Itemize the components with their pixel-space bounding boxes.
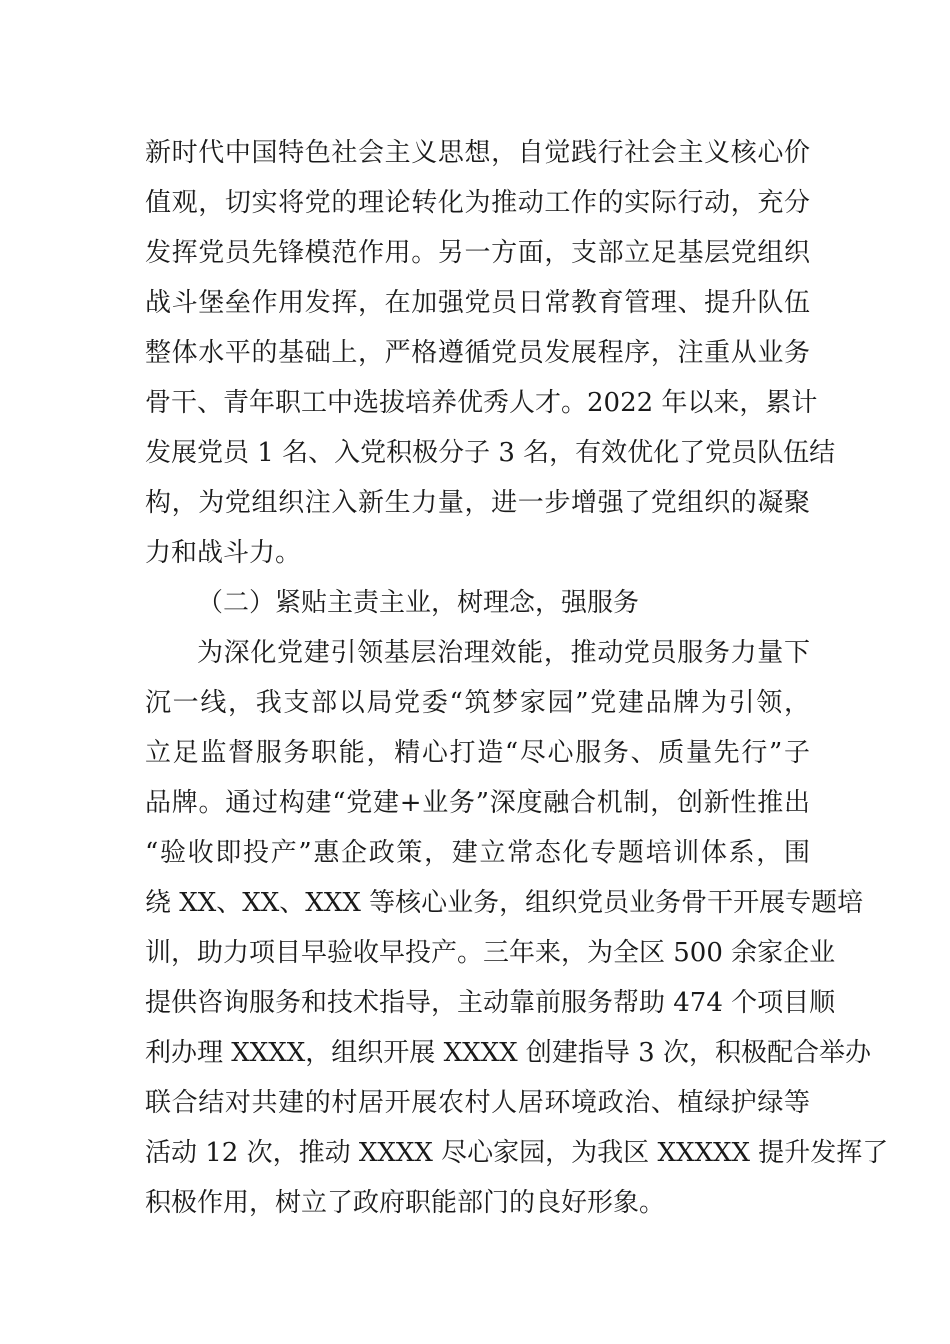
paragraph-2-line-9: 利办理 XXXX，组织开展 XXXX 创建指导 3 次，积极配合举办 — [145, 1038, 871, 1068]
paragraph-2-line-10: 联合结对共建的村居开展农村人居环境政治、植绿护绿等 — [145, 1088, 810, 1118]
paragraph-1-line-8: 构，为党组织注入新生力量，进一步增强了党组织的凝聚 — [145, 488, 810, 518]
paragraph-2-line-1: 为深化党建引领基层治理效能，推动党员服务力量下 — [197, 638, 810, 668]
paragraph-1-line-5: 整体水平的基础上，严格遵循党员发展程序，注重从业务 — [145, 338, 810, 368]
paragraph-2-line-2: 沉一线，我支部以局党委“筑梦家园”党建品牌为引领， — [145, 688, 810, 718]
paragraph-2-line-5: “验收即投产”惠企政策，建立常态化专题培训体系，围 — [145, 838, 810, 868]
paragraph-1-line-1: 新时代中国特色社会主义思想，自觉践行社会主义核心价 — [145, 138, 810, 168]
paragraph-2-line-3: 立足监督服务职能，精心打造“尽心服务、质量先行”子 — [145, 738, 810, 768]
paragraph-2-line-4: 品牌。通过构建“党建+业务”深度融合机制，创新性推出 — [145, 788, 810, 818]
paragraph-2-line-12: 积极作用，树立了政府职能部门的良好形象。 — [145, 1188, 666, 1218]
paragraph-2-line-8: 提供咨询服务和技术指导，主动靠前服务帮助 474 个项目顺 — [145, 988, 836, 1018]
paragraph-1-line-3: 发挥党员先锋模范作用。另一方面，支部立足基层党组织 — [145, 238, 810, 268]
paragraph-1-line-9: 力和战斗力。 — [145, 538, 302, 568]
paragraph-1-line-7: 发展党员 1 名、入党积极分子 3 名，有效优化了党员队伍结 — [145, 438, 836, 468]
paragraph-2-line-7: 训，助力项目早验收早投产。三年来，为全区 500 余家企业 — [145, 938, 836, 968]
paragraph-1-line-4: 战斗堡垒作用发挥，在加强党员日常教育管理、提升队伍 — [145, 288, 810, 318]
section-heading: （二）紧贴主责主业，树理念，强服务 — [197, 588, 640, 618]
paragraph-1-line-6: 骨干、青年职工中选拔培养优秀人才。2022 年以来，累计 — [145, 388, 818, 418]
paragraph-1-line-2: 值观，切实将党的理论转化为推动工作的实际行动，充分 — [145, 188, 810, 218]
paragraph-2-line-6: 绕 XX、XX、XXX 等核心业务，组织党员业务骨干开展专题培 — [145, 888, 864, 918]
paragraph-2-line-11: 活动 12 次，推动 XXXX 尽心家园，为我区 XXXXX 提升发挥了 — [145, 1138, 889, 1168]
